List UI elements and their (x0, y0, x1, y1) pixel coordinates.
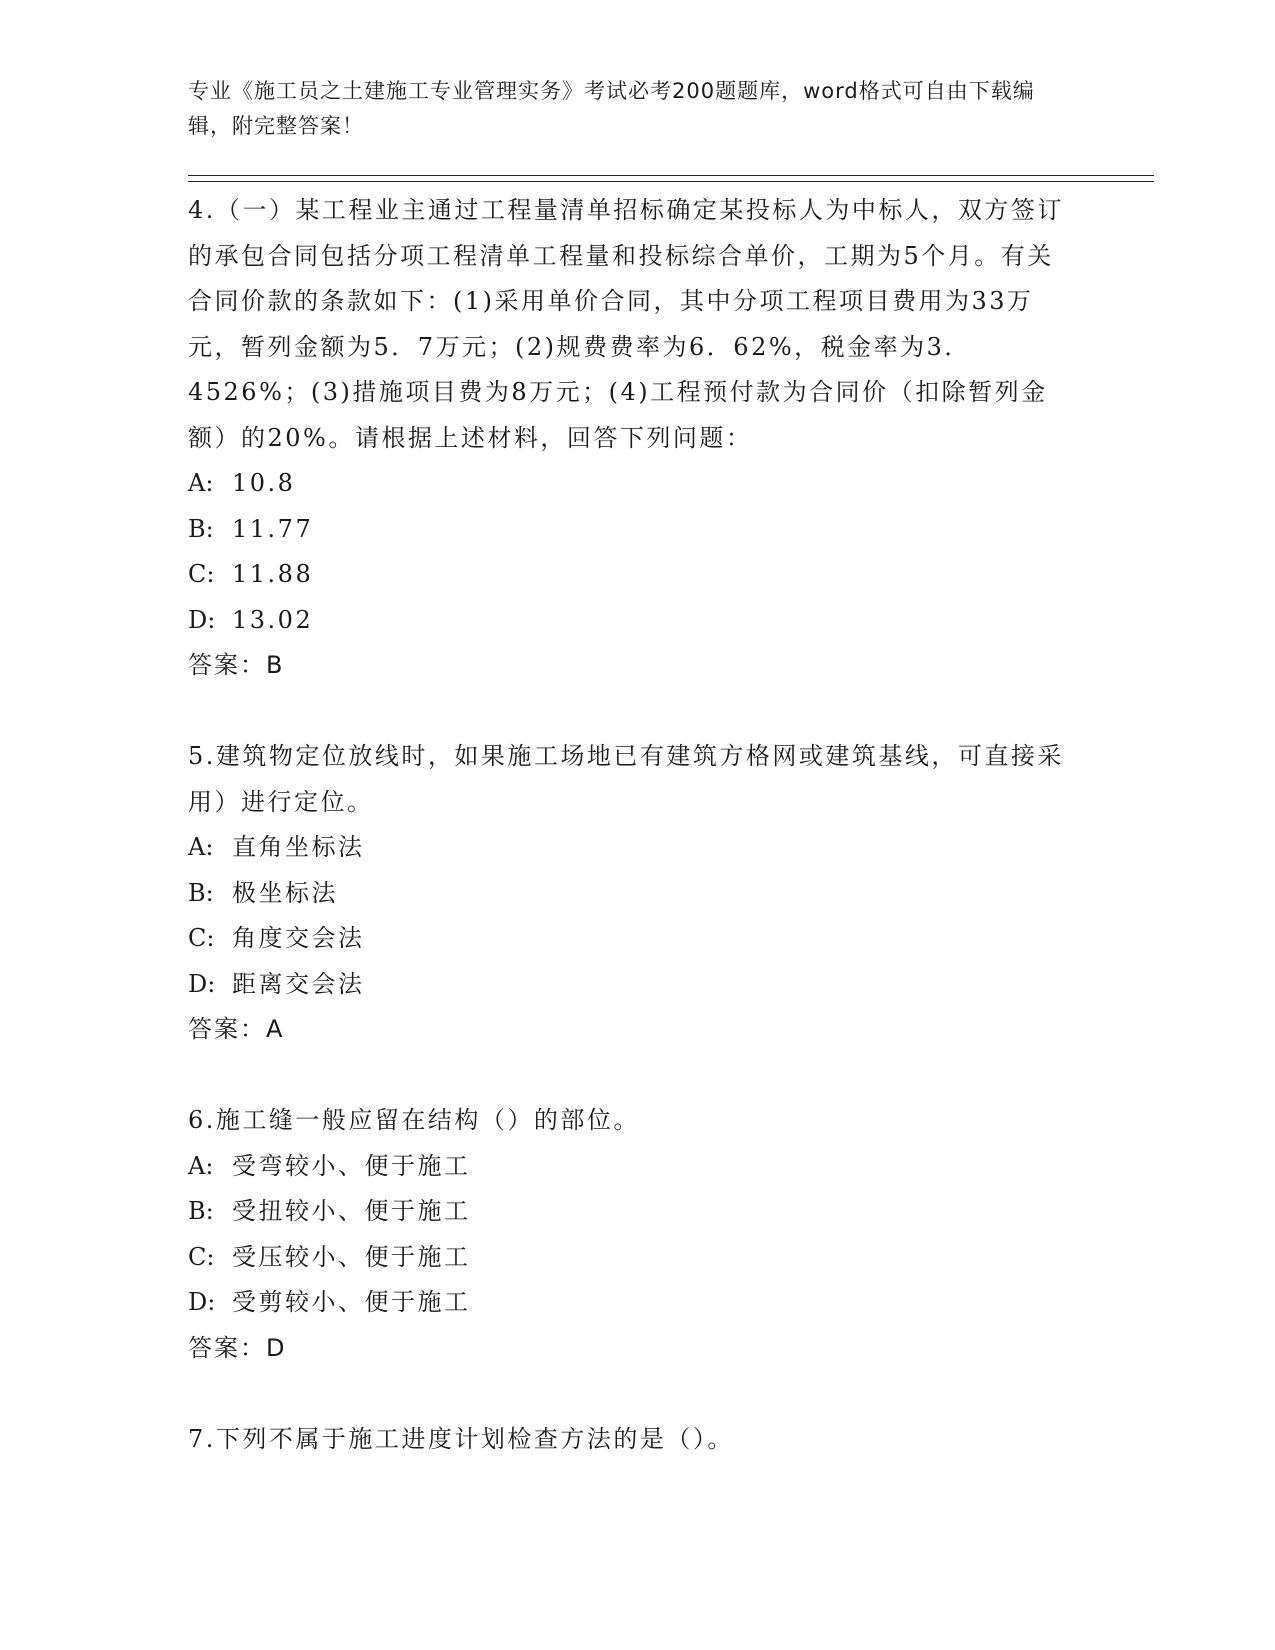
option-text: 极坐标法 (232, 878, 338, 907)
option-text: 11.88 (232, 560, 314, 588)
header-divider-top (188, 175, 1154, 176)
option-key: D: (188, 1288, 216, 1316)
option-d (188, 598, 1068, 644)
option-b (188, 1189, 1068, 1235)
header-divider-bottom (188, 181, 1154, 182)
question-stem: 7.下列不属于施工进度计划检查方法的是（）。 (188, 1424, 734, 1453)
option-c (188, 916, 1068, 962)
question-7 (188, 1417, 1068, 1463)
option-d (188, 962, 1068, 1008)
option-key: D: (188, 969, 216, 998)
option-text: 10.8 (232, 469, 296, 497)
question-5 (188, 734, 1068, 1053)
option-key: C: (188, 1242, 215, 1271)
option-key: C: (188, 924, 215, 952)
option-b (188, 871, 1068, 917)
option-c (188, 552, 1068, 598)
option-key: B: (188, 1197, 214, 1225)
option-text: 受扭较小、便于施工 (232, 1197, 471, 1225)
question-stem: 5.建筑物定位放线时，如果施工场地已有建筑方格网或建筑基线，可直接采用）进行定位。 (188, 742, 1064, 816)
option-text: 直角坐标法 (232, 833, 365, 861)
answer-line: 答案：D (188, 1333, 287, 1362)
question-4 (188, 188, 1068, 689)
option-text: 受剪较小、便于施工 (232, 1288, 471, 1316)
option-c (188, 1235, 1068, 1281)
question-stem: 4.（一）某工程业主通过工程量清单招标确定某投标人为中标人，双方签订的承包合同包括分项工程清单工程量和投标综合单价，工期为5个月。有关合同价款的条款如下：(1)采用单价合同，其中分项工程项目费用为33万元，暂列金额为5．7万元；(2)规费费率为6．62%，税金率为3．4526%；(3)措施项目费为8万元；(4)工程预付款为合同价（扣除暂列金额）的20%。请根据上述材料，回答下列问题： (188, 196, 1064, 452)
option-a (188, 1144, 1068, 1190)
option-a (188, 461, 1068, 507)
option-a (188, 825, 1068, 871)
option-key: A: (188, 1151, 214, 1180)
option-b (188, 507, 1068, 553)
option-text: 距离交会法 (232, 969, 365, 998)
document-header: 专业《施工员之土建施工专业管理实务》考试必考200题题库，word格式可自由下载编辑，附完整答案！ (188, 79, 1035, 138)
option-key: A: (188, 469, 214, 497)
option-d (188, 1280, 1068, 1326)
question-spacer (188, 1053, 1068, 1099)
answer-line: 答案：B (188, 651, 285, 679)
option-key: D: (188, 605, 216, 634)
option-key: B: (188, 878, 214, 907)
answer-line: 答案：A (188, 1015, 285, 1043)
option-key: A: (188, 833, 214, 861)
option-key: B: (188, 514, 214, 543)
question-6 (188, 1098, 1068, 1371)
option-key: C: (188, 560, 215, 588)
question-spacer (188, 1371, 1068, 1417)
question-stem: 6.施工缝一般应留在结构（）的部位。 (188, 1106, 640, 1134)
option-text: 11.77 (232, 514, 314, 543)
option-text: 角度交会法 (232, 924, 365, 952)
question-spacer (188, 689, 1068, 735)
option-text: 受弯较小、便于施工 (232, 1151, 471, 1180)
option-text: 受压较小、便于施工 (232, 1242, 471, 1271)
question-list (188, 188, 1068, 1462)
option-text: 13.02 (232, 605, 314, 634)
